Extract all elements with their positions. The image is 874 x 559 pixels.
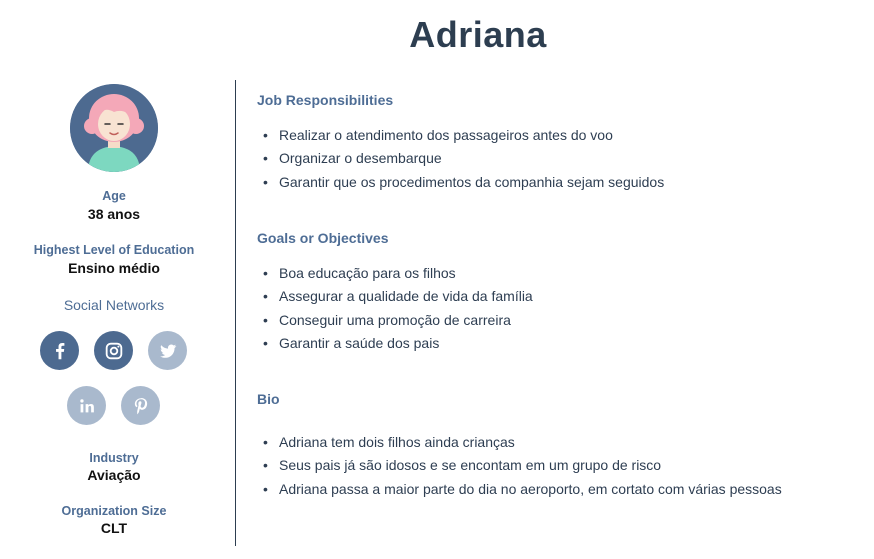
avatar	[70, 84, 158, 172]
bio-list	[263, 431, 782, 501]
bio-title: Bio	[257, 391, 280, 407]
avatar-illustration	[70, 84, 158, 172]
column-divider	[235, 80, 236, 546]
social-networks-label: Social Networks	[63, 297, 165, 313]
list-item: • Realizar o atendimento dos passageiros antes do voo	[263, 124, 664, 147]
organization-size-value: CLT	[100, 520, 128, 536]
industry-value: Aviação	[87, 467, 141, 483]
age-label: Age	[102, 189, 126, 203]
twitter-icon[interactable]	[148, 331, 187, 370]
age-value: 38 anos	[87, 206, 141, 222]
job-responsibilities-list	[263, 124, 664, 194]
instagram-icon[interactable]	[94, 331, 133, 370]
list-item: • Adriana passa a maior parte do dia no aeroporto, em cortato com várias pessoas	[263, 478, 782, 501]
list-item: • Organizar o desembarque	[263, 147, 664, 170]
list-item: • Conseguir uma promoção de carreira	[263, 309, 533, 332]
organization-size-label: Organization Size	[61, 504, 167, 518]
job-responsibilities-title: Job Responsibilities	[257, 92, 394, 108]
list-item: • Boa educação para os filhos	[263, 262, 533, 285]
list-item: • Garantir que os procedimentos da companhia sejam seguidos	[263, 171, 664, 194]
linkedin-icon[interactable]	[67, 386, 106, 425]
pinterest-icon[interactable]	[121, 386, 160, 425]
list-item: • Seus pais já são idosos e se encontam em um grupo de risco	[263, 454, 782, 477]
goals-title: Goals or Objectives	[257, 230, 389, 246]
list-item: • Garantir a saúde dos pais	[263, 332, 533, 355]
education-label: Highest Level of Education	[33, 243, 195, 257]
list-item: • Assegurar a qualidade de vida da família	[263, 285, 533, 308]
list-item: • Adriana tem dois filhos ainda crianças	[263, 431, 782, 454]
education-value: Ensino médio	[68, 260, 160, 276]
goals-list	[263, 262, 533, 355]
industry-label: Industry	[89, 451, 139, 465]
facebook-icon[interactable]	[40, 331, 79, 370]
persona-name: Adriana	[409, 14, 547, 55]
